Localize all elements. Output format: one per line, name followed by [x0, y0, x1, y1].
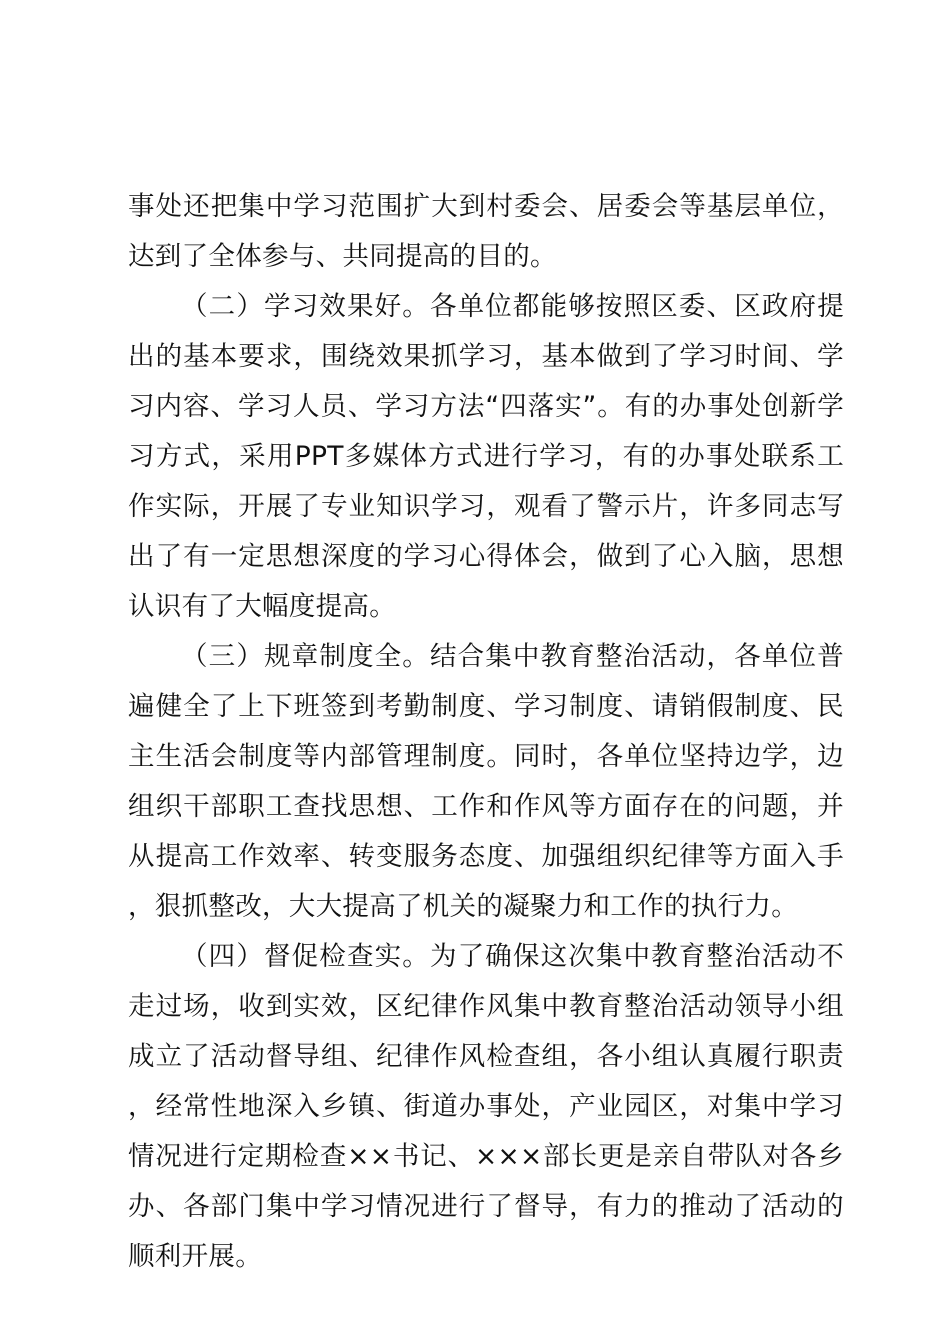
paragraph-continuation: 事处还把集中学习范围扩大到村委会、居委会等基层单位，达到了全体参与、共同提高的目的。	[128, 191, 844, 272]
paragraph-supervision: （四）督促检查实。为了确保这次集中教育整治活动不走过场，收到实效，区纪律作风集中教育整治活动领导小组成立了活动督导组、纪律作风检查组，各小组认真履行职责，经常性地深入乡镇、街道办事处，产业园区，对集中学习情况进行定期检查××书记、×××部长更是亲自带队对各乡办、各部门集中学习情况进行了督导，有力的推动了活动的顺利开展。	[128, 941, 844, 1272]
paragraph-learning-effect: （二）学习效果好。各单位都能够按照区委、区政府提出的基本要求，围绕效果抓学习，基本做到了学习时间、学习内容、学习人员、学习方法“四落实”。有的办事处创新学习方式，采用PPT多媒体方式进行学习，有的办事处联系工作实际，开展了专业知识学习，观看了警示片，许多同志写出了有一定思想深度的学习心得体会，做到了心入脑，思想认识有了大幅度提高。	[128, 291, 844, 622]
document-body	[128, 182, 844, 1282]
paragraph-rules-system: （三）规章制度全。结合集中教育整治活动，各单位普遍健全了上下班签到考勤制度、学习制度、请销假制度、民主生活会制度等内部管理制度。同时，各单位坚持边学，边组织干部职工查找思想、工作和作风等方面存在的问题，并从提高工作效率、转变服务态度、加强组织纪律等方面入手，狠抓整改，大大提高了机关的凝聚力和工作的执行力。	[128, 641, 844, 922]
